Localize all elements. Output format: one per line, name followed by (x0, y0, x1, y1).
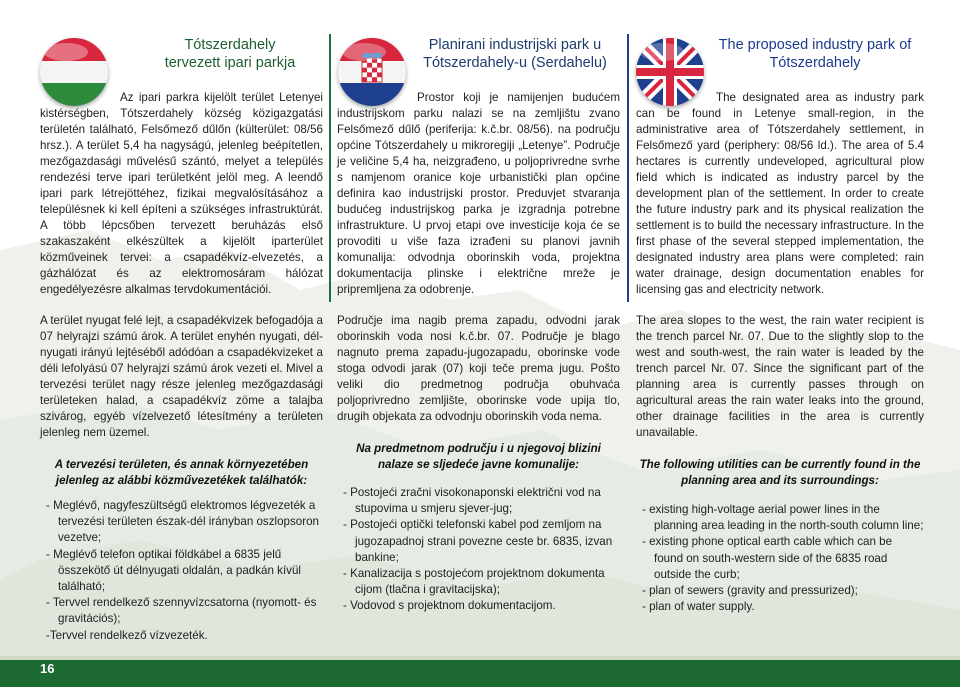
hr-paragraph-1: Prostor koji je namijenjen budućem industrijskom parku nalazi se na zemljištu zvano Felsőmező dűlő (periferija: k.č.br. 08/56). na području općine Tótszerdahely u mikroregiji „Letenye”. Područje je veličine 5,4 ha, neizgrađeno, u poljoprivredne svrhe s namjenom oranice koje urbanistički plan općine definira kao industrijski prostor. Preduvjet stvaranja budućeg industrijskog parka je izgradnja potrebne infrastrukture. U prvoj etapi ove investicije koja će se provoditi u više faza izrađeni su planovi javnih komunalija: odvodnja oborinskih voda, projektna dokumentacija plinske i električne mreže je pripremljena za odobrenje. (337, 91, 620, 296)
list-item: - Postojeći optički telefonski kabel pod zemljom na jugozapadnoj strani povezne ceste br. 6835, izvan bankine; (343, 518, 613, 564)
hr-paragraph-2: Područje ima nagib prema zapadu, odvodni jarak oborinskih voda nosi k.č.br. 07. Područje je blago nagnuto prema zapadu-jugozapadu, oborinske vode stoga odvodi jarak (07) koji teče prema jugu. Pošto veliki dio predmetnog područja obuhvaća poljoprivredno zemljište, oborinske vode upija tlo, drugih objekata za odvodnju oborinskih voda nema. (337, 314, 620, 423)
title-en-line1: The proposed industry park of (718, 37, 912, 53)
hu-utilities-list (46, 498, 323, 644)
list-item: - Vodovod s projektnom dokumentacijom. (343, 599, 556, 613)
hu-paragraph-2: A terület nyugat felé lejt, a csapadékvizek befogadója a 07 helyrajzi számú árok. A terület enyhén nyugati, dél-nyugati irányú lejtéséből adódóan a csapadékvizeket a déli lefolyású 07 helyrajzi számú árok vezeti el. Mivel a tervezési terület nagy része jelenleg mezőgazdasági területeken halad, a csapadékvíz zöme a talajba szivárog, egyéb vízelvezető létesítmény a területen jelenleg nem üzemel. (40, 314, 323, 439)
list-item: - Meglévő, nagyfeszültségű elektromos légvezeték a tervezési területen észak-dél irányban oszlopsoron vezetve; (46, 499, 320, 545)
page-number: 16 (40, 661, 55, 676)
column-divider-green (329, 34, 331, 302)
en-paragraph-1: The designated area as industry park can be found in Letenye small-region, in the administrative area of Tótszerdahely settlement, in Felsőmező yard (periphery: 08/56 ld.). The area of 5.4 hectares is currently undeveloped, agricultural plow field which is indicated as industry parcel by the development plan of the settlement. In order to create the future industry park and its physical realization the settlement is to build the necessary infrastructure. In the first phase of the several stepped implementation, the designated industry area plans were completed: rain water drainage, design documentation enables for licensing gas and electricity network. (636, 91, 924, 296)
en-utilities-list (642, 502, 924, 615)
en-utilities-heading: The following utilities can be currently found in the planning area and its surroundings: (639, 458, 921, 487)
list-item: - existing high-voltage aerial power lines in the planning area leading in the north-south column line; (642, 503, 924, 533)
title-hu-line2: tervezett ipari parkja (164, 55, 296, 71)
title-hr-line1: Planirani industrijski park u (428, 37, 602, 53)
column-divider-blue (627, 34, 629, 302)
list-item: - existing phone optical earth cable which can be found on south-western side of the 6835 road outside the curb; (642, 535, 893, 581)
list-item: -Tervvel rendelkező vízvezeték. (46, 628, 208, 642)
list-item: - Postojeći zračni visokonaponski električni vod na stupovima u smjeru sjever-jug; (343, 486, 601, 516)
list-item: - plan of water supply. (642, 600, 755, 614)
title-en (700, 36, 930, 72)
list-item: - Kanalizacija s postojećom projektnom dokumenta cijom (tlačna i gravitacijska); (343, 567, 605, 597)
en-paragraph-2: The area slopes to the west, the rain water recipient is the trench parcel Nr. 07. Due to the slightly slop to the west and south-west, the rain water is leaded by the trench parcel Nr. 07. Since the significant part of the planning area is currently passes through on agricultural areas the rain water leaks into the ground, other drainage facilities in the area is currently unavailable. (636, 314, 924, 439)
hu-utilities-heading: A tervezési területen, és annak környezetében jelenleg az alábbi közművezetékek találhatók: (54, 458, 309, 487)
title-en-line2: Tótszerdahely (769, 55, 861, 71)
title-hu (140, 36, 320, 72)
list-item: - Meglévő telefon optikai földkábel a 6835 jelű összekötő út délnyugati oldalán, a padkán kívül található; (46, 547, 301, 594)
title-hr-line2: Tótszerdahely-u (Serdahelu) (423, 55, 607, 71)
hu-paragraph-1: Az ipari parkra kijelölt terület Letenyei kistérségben, Tótszerdahely község közigazgatási területén található, Felsőmező dűlőn (külterület: 08/56 hrsz.). A terület 5,4 ha nagyságú, jelenleg beépítetlen, mezőgazdasági művelésű szántó, melyet a település rendezési terve ipari területként jelöl meg. A leendő ipari park létrejöttéhez, fizikai megvalósításához a településnek ki kell építeni a szükséges infrastruktúrát. A több lépcsőben tervezett beruházás első szakaszaként elkészültek a kijelölt iparterület közműveinek tervei: a csapadékvíz-elvezetés, a gázhálózat és az elektromosáram hálózat engedélyezésre alkalmas tervdokumentációi. (40, 91, 323, 296)
list-item: - plan of sewers (gravity and pressurized); (642, 584, 858, 598)
hr-utilities-heading: Na predmetnom području i u njegovoj blizini nalaze se sljedeće javne komunalije: (356, 442, 601, 471)
title-hr (410, 36, 620, 72)
footer-bar (0, 656, 960, 687)
list-item: - Tervvel rendelkező szennyvízcsatorna (nyomott- és gravitációs); (46, 596, 317, 626)
title-hu-line1: Tótszerdahely (184, 37, 276, 53)
hr-utilities-list (343, 485, 620, 615)
